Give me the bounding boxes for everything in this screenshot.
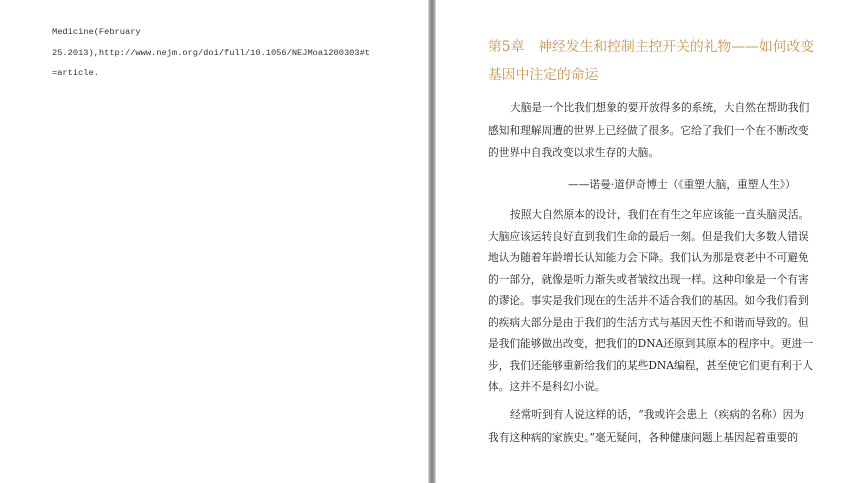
paragraph-line: 经常听到有人说这样的话，“我或许会患上（疾病的名称）因为: [510, 408, 805, 421]
left-page[interactable]: [0, 0, 428, 483]
chapter-title: [488, 33, 814, 89]
reference-line: Medicine(February: [52, 27, 141, 37]
epigraph-attribution: ——诺曼·道伊奇博士（《重塑大脑，重塑人生》）: [568, 178, 796, 191]
paragraph-line: 的谬论。事实是我们现在的生活并不适合我们的基因。如今我们看到: [488, 294, 809, 307]
paragraph-line: 的疾病大部分是由于我们的生活方式与基因天性不和谐而导致的。但: [488, 315, 809, 329]
reference-line: =article.: [52, 68, 99, 78]
epigraph-line: 的世界中自我改变以求生存的大脑。: [488, 146, 660, 159]
paragraph-line: 步，我们还能够重新给我们的某些DNA编程，甚至使它们更有利于人: [488, 358, 813, 372]
paragraph-line: 是我们能够做出改变，把我们的DNA还原到其原本的程序中。更进一: [488, 337, 813, 350]
reference-note: [52, 22, 370, 84]
paragraph-line: 体。这并不是科幻小说。: [488, 380, 606, 393]
paragraph-line: 按照大自然原本的设计，我们在有生之年应该能一直头脑灵活。: [510, 208, 810, 221]
paragraph-line: 大脑应该运转良好直到我们生命的最后一刻。但是我们大多数人错误: [488, 229, 809, 243]
page-spine-divider: [428, 0, 436, 483]
epigraph-line: 感知和理解周遭的世界上已经做了很多。它给了我们一个在不断改变: [488, 123, 809, 137]
paragraph-line: 地认为随着年龄增长认知能力会下降。我们认为那是衰老中不可避免: [488, 251, 809, 264]
paragraph-line: 我有这种病的家族史。”毫无疑问，各种健康问题上基因起着重要的: [488, 430, 799, 444]
epigraph-line: 大脑是一个比我们想象的要开放得多的系统，大自然在帮助我们: [510, 101, 810, 114]
body-paragraph: [488, 204, 813, 398]
reference-line: 25.2013),http://www.nejm.org/doi/full/10.1056/NEJMoa1200303#t: [52, 47, 371, 58]
epigraph-quote: [488, 97, 809, 165]
body-paragraph: [488, 404, 804, 449]
chapter-title-line: 基因中注定的命运: [488, 67, 599, 83]
paragraph-line: 的一部分，就像是听力渐失或者皱纹出现一样。这种印象是一个有害: [488, 272, 809, 286]
right-page[interactable]: [436, 0, 865, 483]
chapter-title-line: 第5章 神经发生和控制主控开关的礼物——如何改变: [488, 39, 815, 55]
